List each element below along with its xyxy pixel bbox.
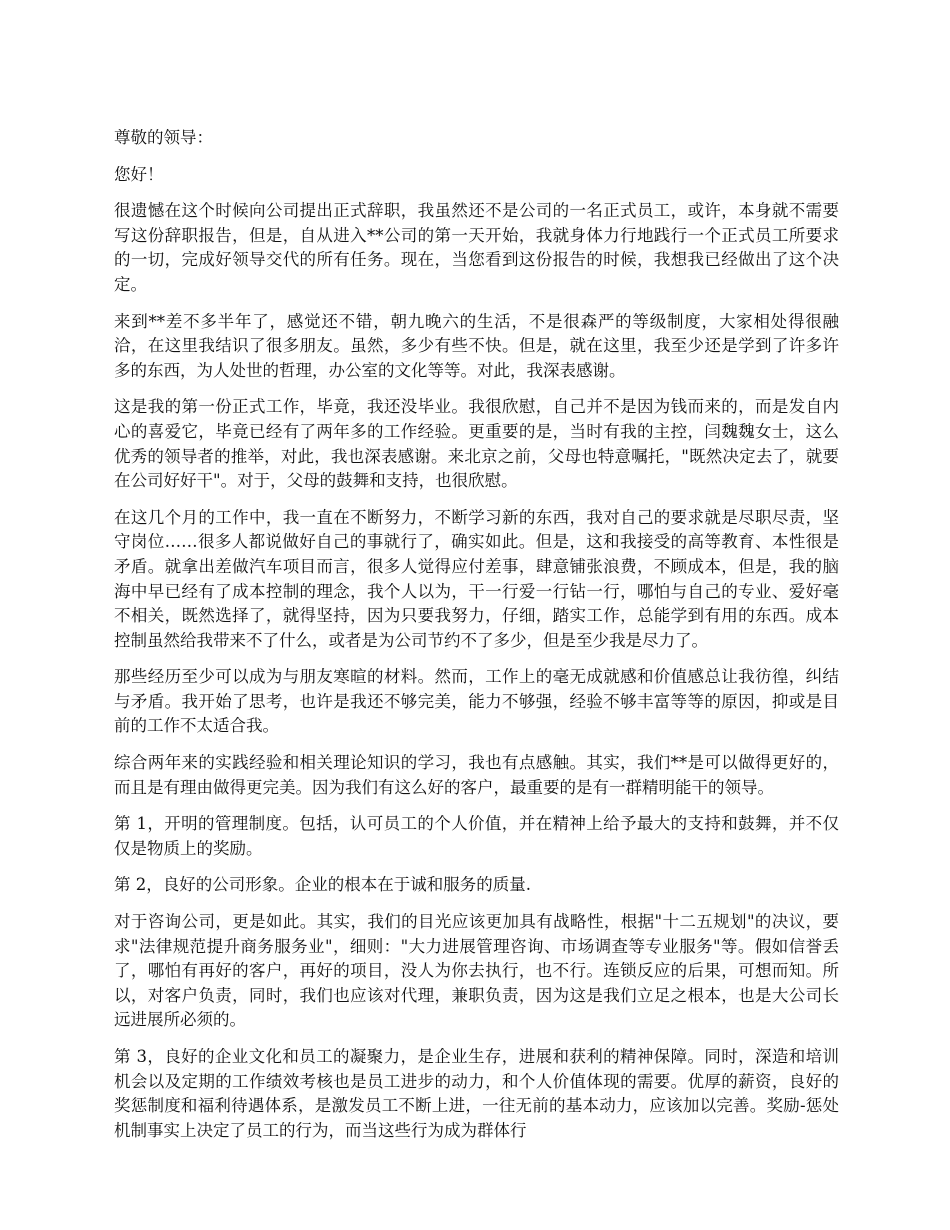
- paragraph: 对于咨询公司，更是如此。其实，我们的目光应该更加具有战略性，根据"十二五规划"的决议，要求"法律规范提升商务服务业"，细则："大力进展管理咨询、市场调查等专业服务"等。假如信誉丢了，哪怕有再好的客户，再好的项目，没人为你去执行，也不行。连锁反应的后果，可想而知。所以，对客户负责，同时，我们也应该对代理，兼职负责，因为这是我们立足之根本，也是大公司长远进展所必须的。: [114, 912, 839, 1030]
- paragraph: 这是我的第一份正式工作，毕竟，我还没毕业。我很欣慰，自己并不是因为钱而来的，而是发自内心的喜爱它，毕竟已经有了两年多的工作经验。更重要的是，当时有我的主控，闫魏魏女士，这么优秀的领导者的推举，对此，我也深表感谢。来北京之前，父母也特意嘱托，"既然决定去了，就要在公司好好干"。对于，父母的鼓舞和支持，也很欣慰。: [114, 397, 839, 491]
- paragraph: 那些经历至少可以成为与朋友寒暄的材料。然而，工作上的毫无成就感和价值感总让我彷徨，纠结与矛盾。我开始了思考，也许是我还不够完美，能力不够强，经验不够丰富等等的原因，抑或是目前的工作不太适合我。: [114, 667, 839, 736]
- paragraph: 很遗憾在这个时候向公司提出正式辞职，我虽然还不是公司的一名正式员工，或许，本身就不需要写这份辞职报告，但是，自从进入**公司的第一天开始，我就身体力行地践行一个正式员工所要求的一切，完成好领导交代的所有任务。现在，当您看到这份报告的时候，我想我已经做出了这个决定。: [114, 201, 839, 294]
- salutation: 尊敬的领导：: [114, 128, 213, 147]
- paragraph: 综合两年来的实践经验和相关理论知识的学习，我也有点感触。其实，我们**是可以做得更好的，而且是有理由做得更完美。因为我们有这么好的客户，最重要的是有一群精明能干的领导。: [114, 753, 839, 797]
- paragraph: 第 2，良好的公司形象。企业的根本在于诚和服务的质量.: [114, 875, 531, 895]
- paragraph: 第 3，良好的企业文化和员工的凝聚力，是企业生存，进展和获利的精神保障。同时，深造和培训机会以及定期的工作绩效考核也是员工进步的动力，和个人价值体现的需要。优厚的薪资，良好的奖惩制度和福利待遇体系，是激发员工不断上进，一往无前的基本动力，应该加以完善。奖励-惩处机制事实上决定了员工的行为，而当这些行为成为群体行: [114, 1047, 839, 1140]
- paragraph: 在这几个月的工作中，我一直在不断努力，不断学习新的东西，我对自己的要求就是尽职尽责，坚守岗位……很多人都说做好自己的事就行了，确实如此。但是，这和我接受的高等教育、本性很是矛盾。就拿出差做汽车项目而言，很多人觉得应付差事，肆意铺张浪费，不顾成本，但是，我的脑海中早已经有了成本控制的理念，我个人以为，干一行爱一行钻一行，哪怕与自己的专业、爱好毫不相关，既然选择了，就得坚持，因为只要我努力，仔细，踏实工作，总能学到有用的东西。成本控制虽然给我带来不了什么，或者是为公司节约不了多少，但是至少我是尽力了。: [114, 507, 839, 650]
- paragraph: 第 1，开明的管理制度。包括，认可员工的个人价值，并在精神上给予最大的支持和鼓舞，并不仅仅是物质上的奖励。: [114, 814, 839, 858]
- paragraph: 来到**差不多半年了，感觉还不错，朝九晚六的生活，不是很森严的等级制度，大家相处得很融洽，在这里我结识了很多朋友。虽然，多少有些不快。但是，就在这里，我至少还是学到了许多许多的东西，为人处世的哲理，办公室的文化等等。对此，我深表感谢。: [114, 311, 839, 380]
- letter-body: [114, 126, 839, 1155]
- greeting: 您好！: [114, 164, 164, 184]
